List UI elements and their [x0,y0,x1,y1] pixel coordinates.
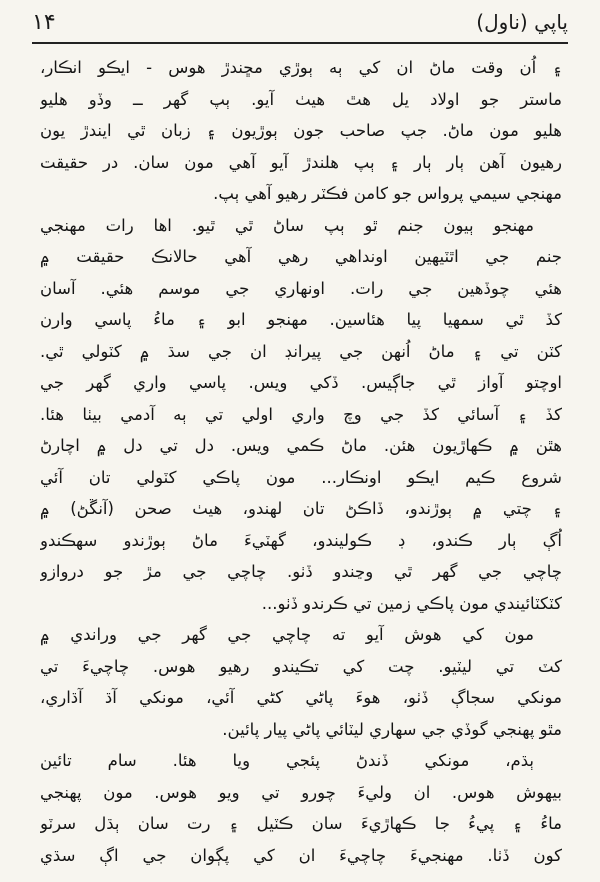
body-text [40,52,562,871]
text-line: مهنجي سيمي پرواس جو کامن فڪٽر رهيو آهي ٻپ. [213,184,562,203]
text-line: کٽن تي ۽ ماڻ اُنهن جي پيرانڊ ان جي سڌ ۾ کٽولي ٿي. [40,341,562,361]
text-line: شروع ڪيم ايڪو اونڪار... مون پاڪي کٽولي تان آئي [40,467,562,487]
text-line: هٿن ۾ ڪهاڙيون هئن. ماڻ ڪمي ويس. دل تي دل ۾ اچارڻ [40,436,562,455]
text-line: ۽ اُن وقت ماڻ ان کي ٻه ٻوڙي مڇندڙ هوس - ايڪو انڪار، [40,58,562,77]
text-line: ٻڌم، مونکي ڏندڻ پئجي ويا هئا. سام تائين [40,751,534,770]
text-line: هئي چوڏهين جي رات. اونهاري جي موسم هئي. آسان [40,278,562,298]
page-header [32,10,568,40]
text-line: کٽکٽائيندي مون پاڪي زمين تي ڪرندو ڏٺو... [261,593,562,613]
text-line: رهيون آهن ٻار ٻار ۽ ٻپ هلندڙ آيو آهي مون سان. در حقيقت [40,152,562,172]
text-line: مهنجو ٻيون جنم ٿو ٻپ ساڻ ٿي ٿيو. اها رات مهنجي [40,215,534,235]
text-line: اوچتو آواز ٿي جاڳيس. ڏکي ويس. پاسي واري گهر جي [40,373,562,392]
page-number: ١۴ [32,10,56,35]
text-line: هليو مون ماڻ. جپ صاحب جون ٻوڙيون ۽ زبان ٿي ايندڙ يون [40,121,562,140]
running-title: پاپي (ناول) [476,10,568,34]
text-line: مونکي سجاڳ ڏٺو، هوءَ پاڻي کڻي آئي، مونکي آڌ آڌاري، [40,688,562,707]
text-line: ماءُ ۽ پيءُ جا ڪهاڙيءَ سان ڪٽيل ۽ رت سان ٻڌل سرٽو [40,814,562,833]
text-line: ماستر جو اولاد يل هٿ هيٺ آيو. ٻپ گهر ــ وڏو هليو [40,89,562,109]
header-rule [32,42,568,44]
text-line: کڏ ٿي سمهيا پيا هئاسين. مهنجو ابو ۽ ماءُ پاسي وارن [40,310,562,329]
text-line: جنم جي اٿٽيهين اونداهي رهي آهي حالانڪ حقيقت ۾ [40,247,562,266]
text-line: کڏ ۽ آسائي کڏ جي وچ واري اولي تي ٻه آدمي بيٺا هئا. [40,404,562,424]
text-line: ۽ چتي ۾ ٻوڙندو، ڏاڪڻ تان لهندو، هيٺ صحن (آنڱڻ) ۾ [40,499,562,518]
text-line: بيهوش هوس. ان وليءَ چورو تي ويو هوس. مون پهنجي [40,782,562,802]
text-line: مٿو پهنجي گوڏي جي سهاري ليٽائي پاڻي پيار پائين. [222,719,562,739]
text-line: اُڳ ٻار ڪندو، ڊ ڪوليندو، گهٽيءَ ماڻ ٻوڙندو سهڪندو [40,530,562,550]
text-line: کٽ تي ليٽيو. چت کي تڪيندو رهيو هوس. چاچيءَ تي [40,656,562,676]
text-line: کون ڏٺا. مهنجيءَ چاچيءَ ان کي پڳوان جي اڳ سڌي [40,845,562,865]
text-line: مون کي هوش آيو ته چاچي جي گهر جي وراندي ۾ [40,625,534,644]
text-line: چاچي جي گهر ٿي وڃندو ڏٺو. چاچي جي مڙ جو دروازو [40,562,562,581]
